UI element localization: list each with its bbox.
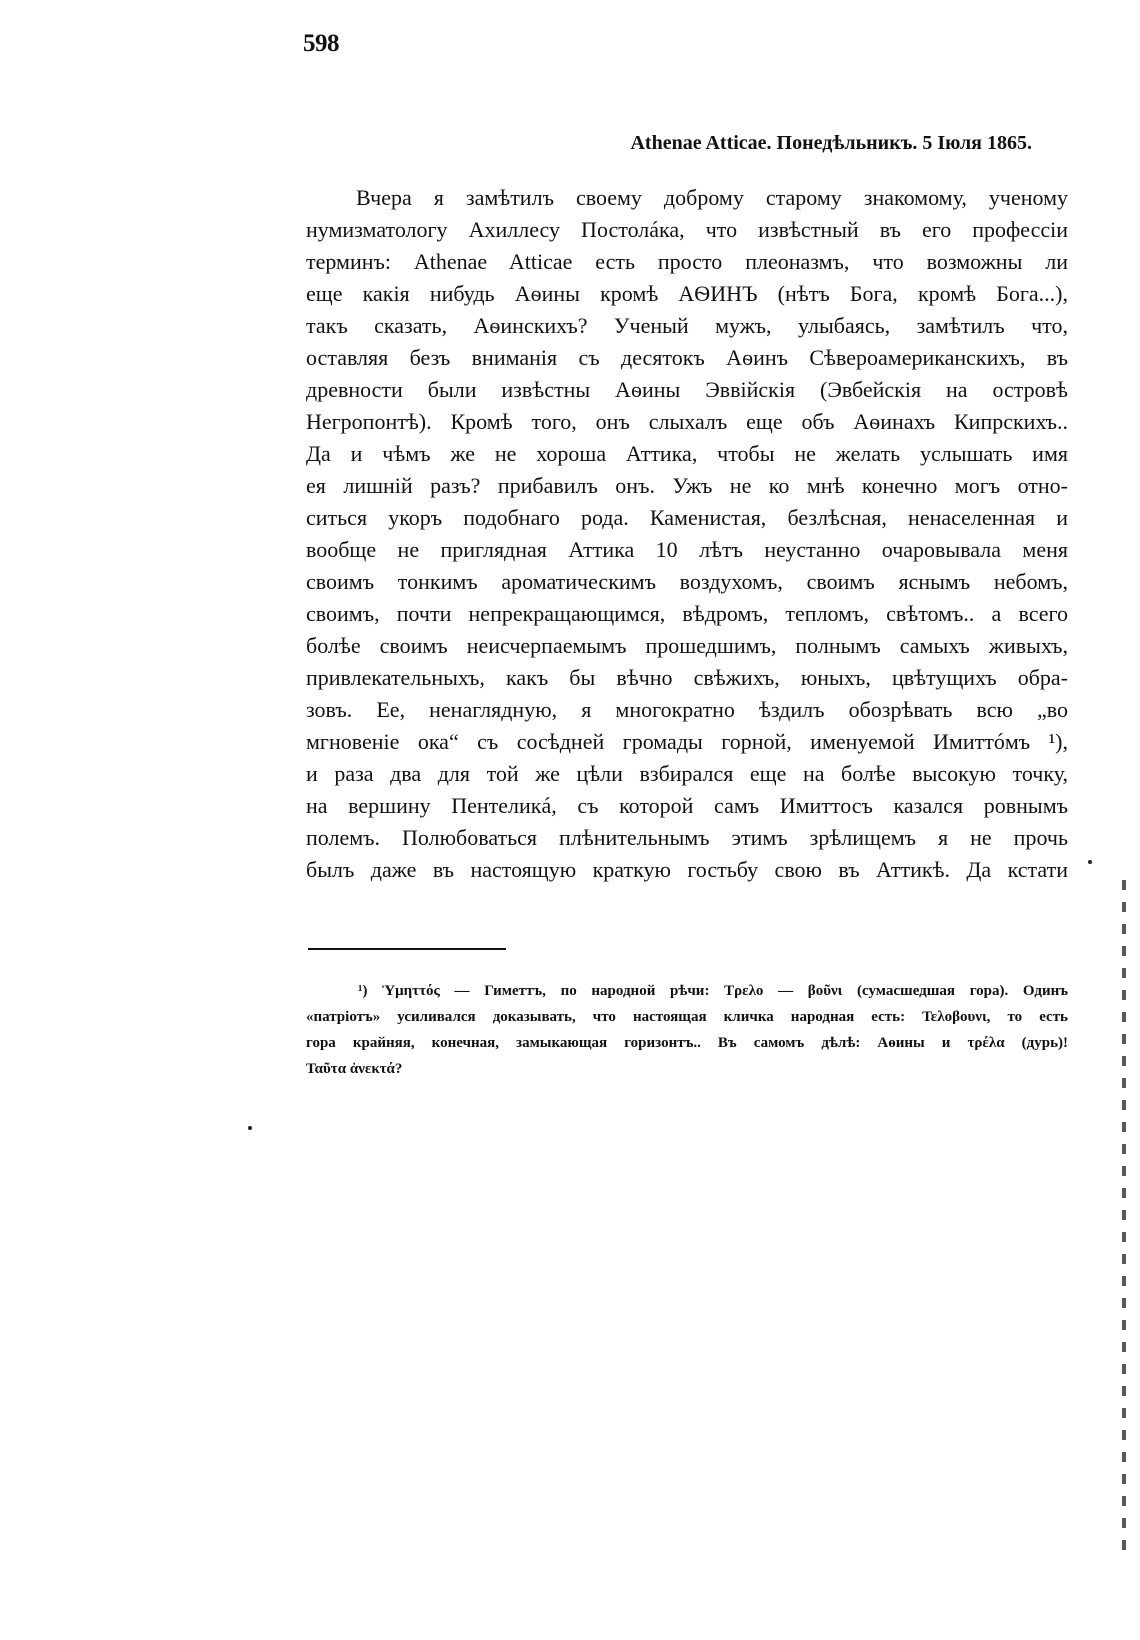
footnote-line: Ταῦτα ἀνεκτά? (306, 1061, 403, 1077)
text-line: мгновеніе ока“ съ сосѣдней громады горной, именуемой Имиттóмъ ¹), (306, 729, 1068, 754)
text-line: вообще не приглядная Аттика 10 лѣтъ неустанно очаровывала меня (306, 537, 1068, 562)
text-line: Да и чѣмъ же не хороша Аттика, чтобы не желать услышать имя (306, 441, 1068, 466)
footnote-line: «патріотъ» усиливался доказывать, что настоящая кличка народная есть: Τελοβουνι, то есть (306, 1009, 1068, 1025)
footnote-line: гора крайняя, конечная, замыкающая горизонтъ.. Въ самомъ дѣлѣ: Аѳины и τρέλα (дурь)! (306, 1035, 1068, 1051)
text-line: Негропонтѣ). Кромѣ того, онъ слыхалъ еще объ Аѳинахъ Кипрскихъ.. (306, 409, 1068, 434)
scan-speck (1088, 860, 1092, 864)
text-line: привлекательныхъ, какъ бы вѣчно свѣжихъ, юныхъ, цвѣтущихъ обра- (306, 665, 1068, 690)
footnote-divider (308, 948, 506, 950)
dateline: Athenae Atticae. Понедѣльникъ. 5 Іюля 1865. (630, 132, 1032, 154)
text-line: терминъ: Athenae Atticae есть просто плеоназмъ, что возможны ли (306, 249, 1068, 274)
text-line: оставляя безъ вниманія съ десятокъ Аѳинъ Сѣвероамериканскихъ, въ (306, 345, 1068, 370)
footnote-line: ¹) Ὑμηττός — Гиметтъ, по народной рѣчи: Τρελο — βοῦνι (сумасшедшая гора). Одинъ (358, 983, 1068, 999)
text-line: и раза два для той же цѣли взбирался еще на болѣе высокую точку, (306, 761, 1068, 786)
footnotes (306, 978, 1068, 1082)
text-line: такъ сказать, Аѳинскихъ? Ученый мужъ, улыбаясь, замѣтилъ что, (306, 313, 1068, 338)
text-line: болѣе своимъ неисчерпаемымъ прошедшимъ, полнымъ самыхъ живыхъ, (306, 633, 1068, 658)
text-line: ситься укоръ подобнаго рода. Каменистая, безлѣсная, ненаселенная и (306, 505, 1068, 530)
text-line: древности были извѣстны Аѳины Эввійскія (Эвбейскія на островѣ (306, 377, 1068, 402)
text-line: ея лишній разъ? прибавилъ онъ. Ужъ не ко мнѣ конечно могъ отно- (306, 473, 1068, 498)
text-line: зовъ. Ее, ненаглядную, я многократно ѣздилъ обозрѣвать всю „во (306, 697, 1068, 722)
text-line: своимъ тонкимъ ароматическимъ воздухомъ, своимъ яснымъ небомъ, (306, 569, 1068, 594)
text-line: на вершину Пентеликá, съ которой самъ Имиттосъ казался ровнымъ (306, 793, 1068, 818)
text-line: полемъ. Полюбоваться плѣнительнымъ этимъ зрѣлищемъ я не прочь (306, 825, 1068, 850)
page-number: 598 (303, 30, 339, 57)
scan-speck (248, 1126, 252, 1130)
text-line: нумизматологу Ахиллесу Постолáка, что извѣстный въ его профессіи (306, 217, 1068, 242)
text-line: Вчера я замѣтилъ своему доброму старому знакомому, ученому (356, 185, 1068, 210)
text-line: своимъ, почти непрекращающимся, вѣдромъ, тепломъ, свѣтомъ.. а всего (306, 601, 1068, 626)
scan-edge-mark (1122, 880, 1126, 1560)
main-text (306, 182, 1068, 886)
text-line: еще какія нибудь Аѳины кромѣ АѲИНЪ (нѣтъ Бога, кромѣ Бога...), (306, 281, 1068, 306)
text-line: былъ даже въ настоящую краткую гостьбу свою въ Аттикѣ. Да кстати (306, 857, 1068, 882)
